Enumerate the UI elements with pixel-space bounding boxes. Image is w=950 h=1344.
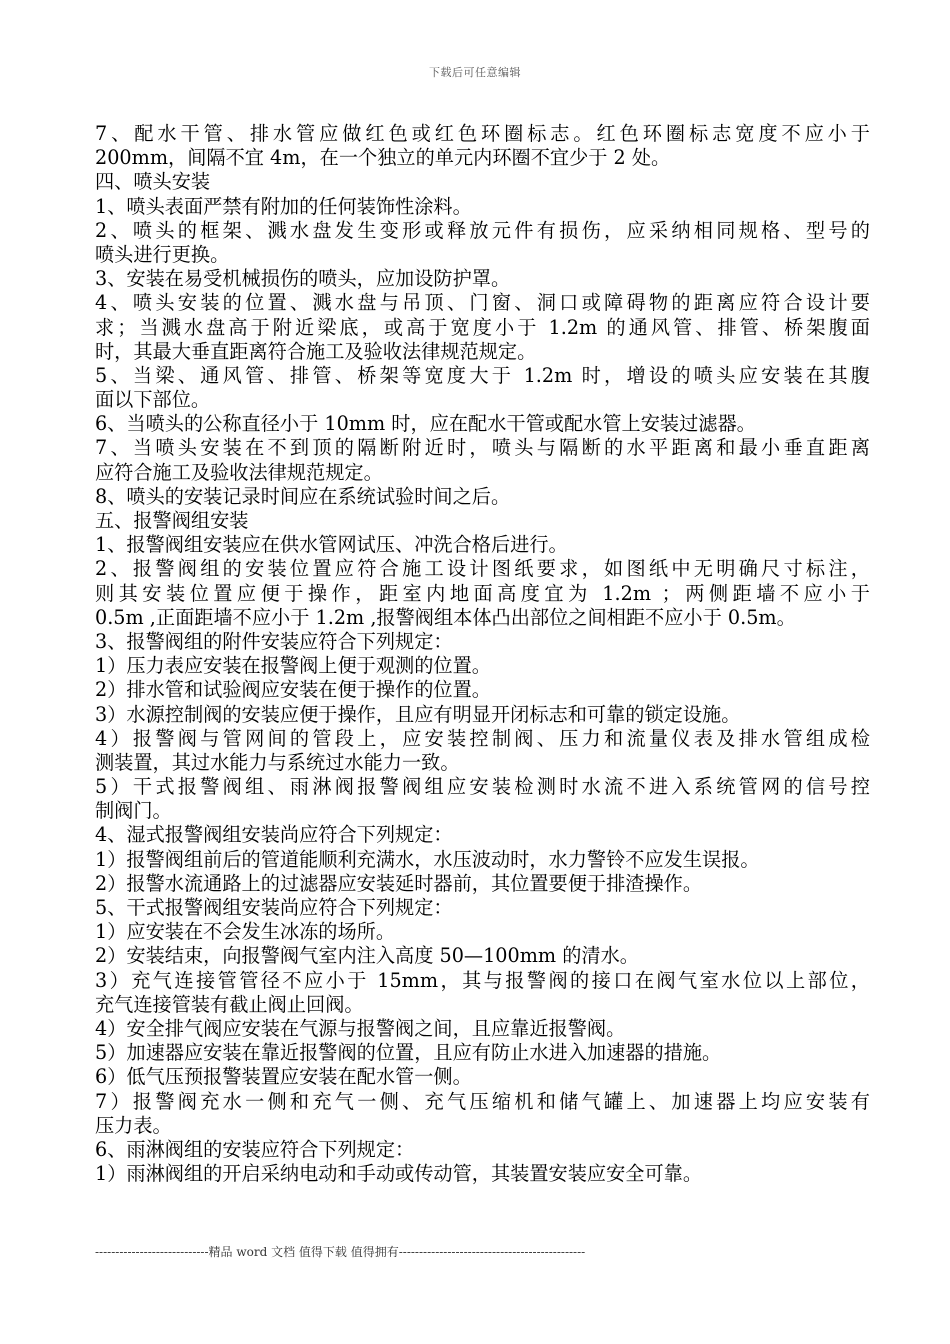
text-line: 5、干式报警阀组安装尚应符合下列规定： [95, 896, 453, 919]
text-line: 1、喷头表面严禁有附加的任何装饰性涂料。 [95, 194, 472, 218]
text-line: 4）报警阀与管网间的管段上，应安装控制阀、压力和流量仪表及排水管组成检 [95, 726, 870, 750]
text-line: 1）雨淋阀组的开启采纳电动和手动或传动管，其装置安装应安全可靠。 [95, 1162, 703, 1186]
text-line: 1）压力表应安装在报警阀上便于观测的位置。 [95, 654, 491, 678]
text-line: 7、当喷头安装在不到顶的隔断附近时，喷头与隔断的水平距离和最小垂直距离 [95, 436, 870, 460]
text-line: 3、安装在易受机械损伤的喷头，应加设防护罩。 [95, 267, 511, 291]
text-line: 8、喷头的安装记录时间应在系统试验时间之后。 [95, 484, 511, 508]
text-line: 4、湿式报警阀组安装尚应符合下列规定： [95, 823, 453, 847]
text-line: 压力表。 [95, 1113, 172, 1137]
text-line: 面以下部位。 [95, 388, 211, 412]
text-line: 6）低气压预报警装置应安装在配水管一侧。 [95, 1065, 472, 1089]
text-line: 7、配水干管、排水管应做红色或红色环圈标志。红色环圈标志宽度不应小于 [95, 122, 870, 145]
section-heading: 五、报警阀组安装 [95, 509, 249, 532]
page-header: 下载后可任意编辑 [429, 66, 521, 79]
text-line: 1）报警阀组前后的管道能顺利充满水，水压波动时，水力警铃不应发生误报。 [95, 847, 760, 871]
text-line: 6、当喷头的公称直径小于 10mm 时，应在配水干管或配水管上安装过滤器。 [95, 412, 756, 436]
text-line: 2、喷头的框架、溅水盘发生变形或释放元件有损伤，应采纳相同规格、型号的 [95, 218, 870, 242]
text-line: 5）干式报警阀组、雨淋阀报警阀组应安装检测时水流不进入系统管网的信号控 [95, 775, 870, 799]
text-line: 3、报警阀组的附件安装应符合下列规定： [95, 629, 453, 653]
text-line: 7）报警阀充水一侧和充气一侧、充气压缩机和储气罐上、加速器上均应安装有 [95, 1089, 870, 1113]
text-line: 1、报警阀组安装应在供水管网试压、冲洗合格后进行。 [95, 533, 568, 557]
text-line: 200mm，间隔不宜 4m，在一个独立的单元内环圈不宜少于 2 处。 [95, 146, 671, 170]
text-line: 喷头进行更换。 [95, 242, 230, 266]
text-line: 2、报警阀组的安装位置应符合施工设计图纸要求，如图纸中无明确尺寸标注， [95, 557, 870, 581]
document-body [95, 122, 870, 1186]
text-line: 2）排水管和试验阀应安装在便于操作的位置。 [95, 678, 491, 702]
text-line: 5）加速器应安装在靠近报警阀的位置，且应有防止水进入加速器的措施。 [95, 1041, 722, 1065]
text-line: 时，其最大垂直距离符合施工及验收法律规范规定。 [95, 339, 537, 363]
page-footer: ----------------------------精品 word 文档 值得下载 值得拥有---------------------------------------------- [95, 1245, 586, 1259]
text-line: 则其安装位置应便于操作，距室内地面高度宜为 1.2m ；两侧距墙不应小于 [95, 581, 870, 605]
text-line: 测装置，其过水能力与系统过水能力一致。 [95, 750, 460, 774]
section-heading: 四、喷头安装 [95, 170, 211, 194]
text-line: 充气连接管装有截止阀止回阀。 [95, 992, 364, 1016]
text-line: 应符合施工及验收法律规范规定。 [95, 460, 383, 484]
text-line: 1）应安装在不会发生冰冻的场所。 [95, 920, 396, 944]
text-line: 3）充气连接管管径不应小于 15mm，其与报警阀的接口在阀气室水位以上部位， [95, 968, 870, 992]
text-line: 6、雨淋阀组的安装应符合下列规定： [95, 1137, 415, 1161]
text-line: 4）安全排气阀应安装在气源与报警阀之间，且应靠近报警阀。 [95, 1016, 626, 1040]
text-line: 4、喷头安装的位置、溅水盘与吊顶、门窗、洞口或障碍物的距离应符合设计要 [95, 291, 870, 315]
text-line: 0.5m ,正面距墙不应小于 1.2m ,报警阀组本体凸出部位之间相距不应小于 0.5m。 [95, 605, 796, 629]
text-line: 求；当溅水盘高于附近梁底，或高于宽度小于 1.2m 的通风管、排管、桥架腹面 [95, 315, 870, 339]
text-line: 2）安装结束，向报警阀气室内注入高度 50—100mm 的清水。 [95, 944, 639, 968]
text-line: 2）报警水流通路上的过滤器应安装延时器前，其位置要便于排渣操作。 [95, 871, 703, 895]
text-line: 5、当梁、通风管、排管、桥架等宽度大于 1.2m 时，增设的喷头应安装在其腹 [95, 363, 870, 387]
text-line: 制阀门。 [95, 799, 172, 823]
text-line: 3）水源控制阀的安装应便于操作，且应有明显开闭标志和可靠的锁定设施。 [95, 702, 741, 726]
